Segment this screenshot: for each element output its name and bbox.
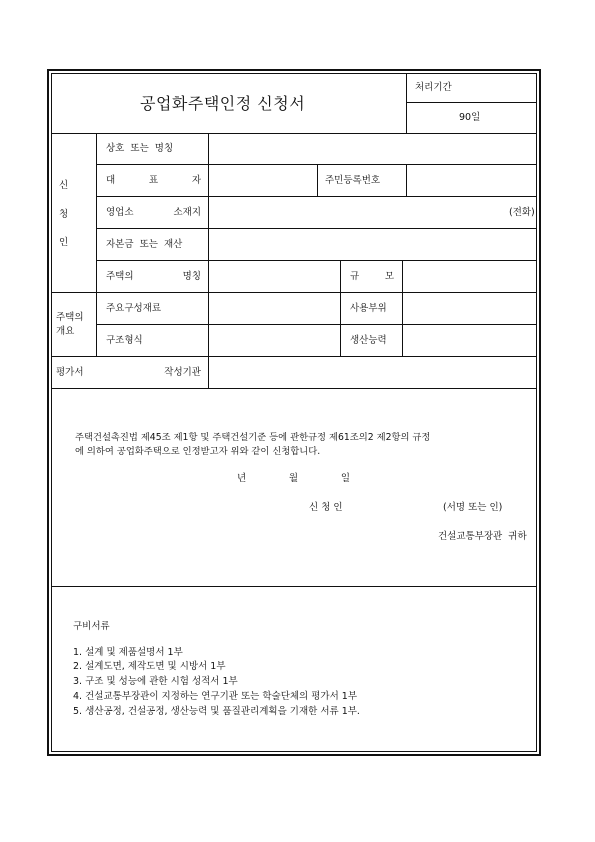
divider-row6 [96, 324, 537, 325]
divider-sidecol [96, 133, 97, 356]
representative-field[interactable] [210, 169, 315, 193]
main-material-label: 주요구성재료 [106, 303, 162, 314]
divider-processing [406, 102, 537, 103]
required-documents-header: 구비서류 [73, 621, 110, 632]
declaration-line-1: 주택건설촉진법 제45조 제1항 및 주택건설기준 등에 관한규정 제61조의2 제2항의 규정 [75, 432, 431, 443]
signature-seal-label: (서명 또는 인) [443, 502, 503, 513]
capital-label: 자본금 또는 재산 [106, 239, 183, 250]
office-address-field[interactable] [210, 201, 500, 225]
phone-label: (전화) [509, 207, 535, 218]
divider-title [51, 133, 537, 134]
housing-name-label: 주택의 명칭 [106, 271, 201, 282]
evaluation-org-field[interactable] [210, 361, 535, 385]
applicant-sign-label: 신 청 인 [309, 502, 343, 513]
divider-id-left [317, 164, 318, 196]
resident-id-field[interactable] [408, 169, 535, 193]
divider-row3 [96, 228, 537, 229]
production-capacity-field[interactable] [404, 329, 535, 353]
structure-type-label: 구조형식 [106, 335, 143, 346]
applicant-side-char3: 인 [59, 237, 69, 248]
required-document-item-4: 4. 건설교통부장관이 지정하는 연구기관 또는 학술단체의 평가서 1부 [73, 691, 358, 702]
divider-housing-mid [340, 260, 341, 356]
processing-period-label: 처리기간 [415, 82, 452, 93]
company-name-field[interactable] [210, 138, 535, 162]
evaluation-org-label: 평가서 작성기관 [56, 367, 201, 378]
divider-declaration [51, 586, 537, 587]
divider-row7 [51, 356, 537, 357]
divider-row2 [96, 196, 537, 197]
usage-part-field[interactable] [404, 297, 535, 321]
resident-id-label: 주민등록번호 [325, 175, 381, 186]
required-document-item-3: 3. 구조 및 성능에 관한 시험 성적서 1부 [73, 676, 238, 687]
addressee-label: 건설교통부장관 귀하 [438, 531, 527, 542]
divider-row4 [96, 260, 537, 261]
scale-label: 규 모 [350, 271, 394, 282]
scale-field[interactable] [404, 265, 535, 289]
divider-housing-right [402, 260, 403, 356]
structure-type-field[interactable] [210, 329, 338, 353]
divider-id-right [406, 164, 407, 196]
office-address-label: 영업소 소재지 [106, 207, 201, 218]
capital-field[interactable] [210, 233, 535, 257]
required-document-item-2: 2. 설계도면, 제작도면 및 시방서 1부 [73, 661, 226, 672]
housing-overview-side-2: 개요 [56, 326, 75, 337]
usage-part-label: 사용부위 [350, 303, 387, 314]
representative-label: 대 표 자 [106, 175, 201, 186]
housing-overview-side-1: 주택의 [56, 312, 84, 323]
main-material-field[interactable] [210, 297, 338, 321]
company-name-label: 상호 또는 명칭 [106, 143, 174, 154]
applicant-side-char2: 청 [59, 209, 69, 220]
declaration-line-2: 에 의하여 공업화주택으로 인정받고자 위와 같이 신청합니다. [75, 446, 321, 457]
form-title: 공업화주택인정 신청서 [140, 94, 306, 113]
housing-name-field[interactable] [210, 265, 338, 289]
production-capacity-label: 생산능력 [350, 335, 387, 346]
applicant-side-char1: 신 [59, 180, 69, 191]
divider-labelcol [208, 133, 209, 388]
divider-title-v [406, 73, 407, 133]
divider-row8 [51, 388, 537, 389]
processing-period-value: 90일 [459, 112, 481, 123]
required-document-item-5: 5. 생산공정, 건설공정, 생산능력 및 품질관리계획을 기재한 서류 1부. [73, 706, 360, 717]
divider-row5 [51, 292, 537, 293]
application-date: 년 월 일 [237, 473, 350, 484]
required-document-item-1: 1. 설계 및 제품설명서 1부 [73, 647, 183, 658]
